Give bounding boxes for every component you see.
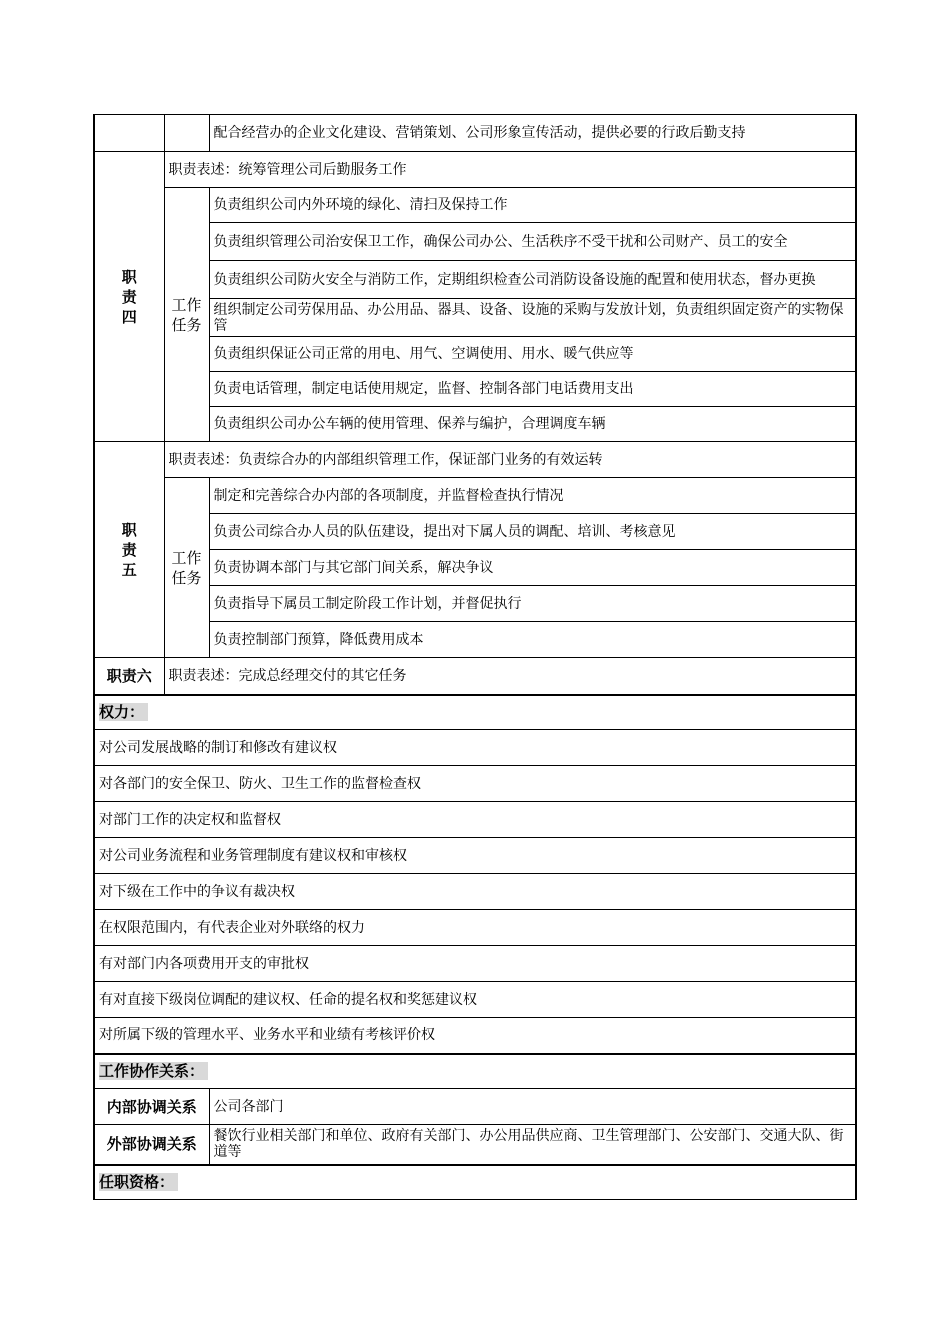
duty5-statement: 职责表述：负责综合办的内部组织管理工作，保证部门业务的有效运转	[164, 442, 856, 478]
power-heading: 权力：	[94, 695, 856, 730]
duty4-task: 负责组织公司防火安全与消防工作，定期组织检查公司消防设备设施的配置和使用状态，督办更换	[209, 261, 856, 299]
power-item: 对所属下级的管理水平、业务水平和业绩有考核评价权	[94, 1018, 856, 1054]
external-cooperation-label: 外部协调关系	[94, 1125, 209, 1165]
duty5-task: 负责控制部门预算，降低费用成本	[209, 622, 856, 658]
power-item: 对下级在工作中的争议有裁决权	[94, 874, 856, 910]
internal-cooperation-label: 内部协调关系	[94, 1089, 209, 1125]
job-description-table	[93, 114, 857, 1200]
power-item: 对公司业务流程和业务管理制度有建议权和审核权	[94, 838, 856, 874]
qualification-heading: 任职资格：	[94, 1165, 856, 1200]
duty6-statement: 职责表述：完成总经理交付的其它任务	[164, 658, 856, 695]
duty5-statement-row	[94, 442, 856, 478]
power-item: 在权限范围内，有代表企业对外联络的权力	[94, 910, 856, 946]
duty6-row	[94, 658, 856, 695]
duty4-task: 负责组织公司内外环境的绿化、清扫及保持工作	[209, 188, 856, 223]
internal-cooperation-row	[94, 1089, 856, 1125]
duty4-statement-row	[94, 152, 856, 188]
duty4-task: 组织制定公司劳保用品、办公用品、器具、设备、设施的采购与发放计划，负责组织固定资产的实物保管	[209, 299, 856, 337]
duty3-label-cell	[94, 115, 164, 152]
power-item: 对各部门的安全保卫、防火、卫生工作的监督检查权	[94, 766, 856, 802]
duty3-task-label-cell	[164, 115, 209, 152]
job-description-document	[93, 114, 857, 1200]
external-cooperation-value: 餐饮行业相关部门和单位、政府有关部门、办公用品供应商、卫生管理部门、公安部门、交通大队、街道等	[209, 1125, 856, 1165]
power-item: 有对直接下级岗位调配的建议权、任命的提名权和奖惩建议权	[94, 982, 856, 1018]
power-item: 对公司发展战略的制订和修改有建议权	[94, 730, 856, 766]
duty5-task-label: 工作 任务	[164, 478, 209, 658]
external-cooperation-row	[94, 1125, 856, 1165]
duty3-row	[94, 115, 856, 152]
duty5-label: 职 责 五	[94, 442, 164, 658]
duty5-task: 制定和完善综合办内部的各项制度，并监督检查执行情况	[209, 478, 856, 514]
internal-cooperation-value: 公司各部门	[209, 1089, 856, 1125]
duty4-task: 负责电话管理，制定电话使用规定，监督、控制各部门电话费用支出	[209, 372, 856, 407]
duty4-task-label: 工作 任务	[164, 188, 209, 442]
duty4-task: 负责组织管理公司治安保卫工作，确保公司办公、生活秩序不受干扰和公司财产、员工的安全	[209, 223, 856, 261]
duty4-task: 负责组织公司办公车辆的使用管理、保养与编护，合理调度车辆	[209, 407, 856, 442]
duty3-task: 配合经营办的企业文化建设、营销策划、公司形象宣传活动，提供必要的行政后勤支持	[209, 115, 856, 152]
power-item: 对部门工作的决定权和监督权	[94, 802, 856, 838]
duty5-task: 负责协调本部门与其它部门间关系，解决争议	[209, 550, 856, 586]
duty5-task: 负责指导下属员工制定阶段工作计划，并督促执行	[209, 586, 856, 622]
cooperation-heading: 工作协作关系：	[94, 1054, 856, 1089]
duty5-task: 负责公司综合办人员的队伍建设，提出对下属人员的调配、培训、考核意见	[209, 514, 856, 550]
duty6-label: 职责六	[94, 658, 164, 695]
power-item: 有对部门内各项费用开支的审批权	[94, 946, 856, 982]
duty4-label: 职 责 四	[94, 152, 164, 442]
duty4-statement: 职责表述：统筹管理公司后勤服务工作	[164, 152, 856, 188]
duty4-task: 负责组织保证公司正常的用电、用气、空调使用、用水、暖气供应等	[209, 337, 856, 372]
